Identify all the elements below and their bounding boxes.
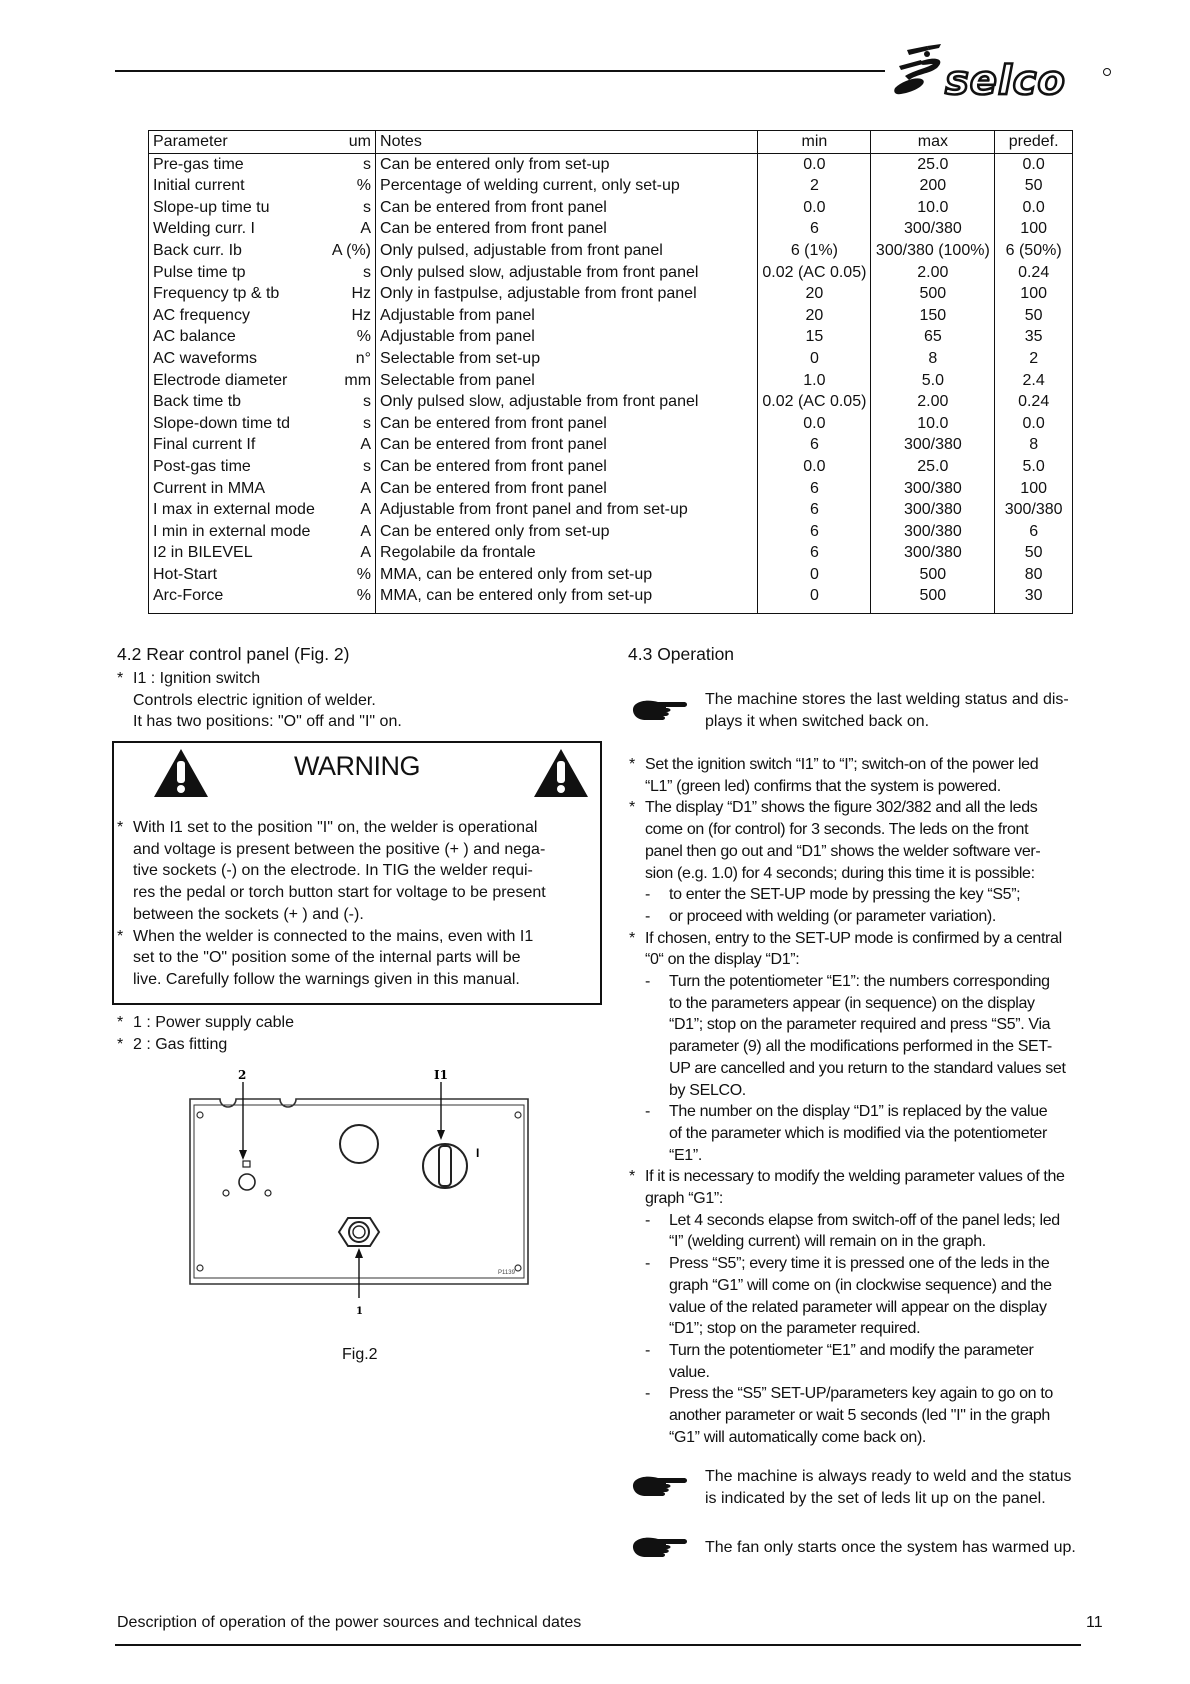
- step-item: * If it is necessary to modify the welding parameter values of the: [629, 1166, 1066, 1188]
- col-notes-cell: Adjustable from panel: [376, 305, 758, 327]
- col-max-cell: 10.0: [871, 197, 995, 219]
- col-um-cell: %: [328, 175, 376, 197]
- table-row: [149, 326, 1073, 348]
- col-min-cell: 0: [758, 585, 871, 613]
- step-line: “L1” (green led) confirms that the system is powered.: [645, 777, 1001, 795]
- col-notes-cell: Only pulsed slow, adjustable from front panel: [376, 262, 758, 284]
- col-max-cell: 65: [871, 326, 995, 348]
- col-predef-cell: 100: [1020, 285, 1047, 303]
- col-max-cell: 300/380: [871, 434, 995, 456]
- col-um-cell: n°: [328, 348, 376, 370]
- col-um-cell: %: [328, 564, 376, 586]
- sub-step-line: “I” (welding current) will remain on in the graph.: [669, 1233, 986, 1251]
- step-item: * The display “D1” shows the figure 302/382 and all the leds: [629, 797, 1066, 819]
- rear-panel-figure: [180, 1068, 540, 1318]
- col-parameter-cell: Final current If: [153, 436, 256, 454]
- sub-step-line: value of the related parameter will appear on the display: [669, 1298, 1047, 1316]
- col-predef-cell: 6: [1029, 522, 1039, 540]
- col-notes-cell: MMA, can be entered only from set-up: [376, 585, 758, 613]
- col-min-header: min: [758, 131, 871, 154]
- col-max-cell: 300/380: [871, 521, 995, 543]
- col-predef-cell: 100: [1020, 220, 1047, 238]
- sub-step-line: UP are cancelled and you return to the standard values set: [669, 1059, 1066, 1077]
- svg-text:I: I: [476, 1146, 480, 1160]
- col-max-cell: 2.00: [871, 262, 995, 284]
- col-max-cell: 500: [871, 283, 995, 305]
- table-row: [149, 499, 1073, 521]
- col-um-cell: A: [328, 478, 376, 500]
- col-notes-cell: Can be entered from front panel: [376, 218, 758, 240]
- col-um-header: um: [328, 131, 376, 154]
- sub-step: - or proceed with welding (or parameter variation).: [629, 906, 1066, 928]
- col-predef-cell: 0.24: [1018, 263, 1050, 281]
- table-row: [149, 413, 1073, 435]
- col-notes-cell: Regolabile da frontale: [376, 542, 758, 564]
- table-body: [149, 153, 1073, 613]
- col-max-cell: 25.0: [871, 456, 995, 478]
- table-row: [149, 434, 1073, 456]
- sub-step-line: of the parameter which is modified via the potentiometer: [669, 1124, 1047, 1142]
- col-min-cell: 0: [758, 348, 871, 370]
- table-row: [149, 542, 1073, 564]
- col-parameter-cell: Pre-gas time: [153, 155, 244, 173]
- sub-step-line: “E1”.: [669, 1146, 702, 1164]
- col-max-cell: 500: [871, 564, 995, 586]
- col-um-cell: A: [328, 499, 376, 521]
- col-max-cell: 5.0: [871, 370, 995, 392]
- sub-step-line: graph “G1” will come on (in clockwise sequence) and the: [669, 1276, 1052, 1294]
- col-parameter-cell: I min in external mode: [153, 522, 311, 540]
- col-parameter-cell: Arc-Force: [153, 587, 224, 605]
- col-um-cell: A: [328, 542, 376, 564]
- sub-step-line: parameter (9) all the modifications performed in the SET-: [669, 1038, 1052, 1056]
- col-max-cell: 500: [871, 585, 995, 613]
- sub-step-line: another parameter or wait 5 seconds (led "I" in the graph: [669, 1407, 1050, 1425]
- col-min-cell: 6: [758, 218, 871, 240]
- col-predef-cell: 80: [1024, 565, 1043, 583]
- warning-title: WARNING: [294, 751, 420, 781]
- col-um-cell: %: [328, 326, 376, 348]
- rear-panel-items: [117, 1012, 294, 1055]
- col-min-cell: 2: [758, 175, 871, 197]
- table-header-row: [149, 131, 1073, 154]
- col-max-cell: 300/380: [871, 478, 995, 500]
- col-min-cell: 0.02 (AC 0.05): [758, 262, 871, 284]
- sub-step-line: to the parameters appear (in sequence) on the display: [669, 994, 1035, 1012]
- col-min-cell: 20: [758, 283, 871, 305]
- col-predef-cell: 2.4: [1022, 371, 1045, 389]
- sub-step: - The number on the display “D1” is replaced by the value: [629, 1101, 1066, 1123]
- table-row: [149, 564, 1073, 586]
- table-row: [149, 283, 1073, 305]
- col-parameter-cell: AC balance: [153, 328, 236, 346]
- col-notes-cell: Can be entered from front panel: [376, 197, 758, 219]
- col-min-cell: 0.0: [758, 413, 871, 435]
- col-parameter-cell: Back time tb: [153, 393, 242, 411]
- warning-line: live. Carefully follow the warnings given in this manual.: [133, 970, 520, 988]
- list-item: * 2 : Gas fitting: [117, 1034, 294, 1056]
- col-predef-cell: 0.0: [1022, 198, 1045, 216]
- col-parameter-header: Parameter: [149, 131, 328, 154]
- col-predef-cell: 8: [1029, 436, 1039, 454]
- col-predef-cell: 50: [1024, 544, 1043, 562]
- note-memory: [705, 689, 1069, 732]
- svg-text:P1139: P1139: [498, 1270, 515, 1276]
- col-parameter-cell: Hot-Start: [153, 565, 218, 583]
- intro-line: It has two positions: "O" off and "I" on.: [133, 713, 402, 731]
- warning-line: set to the "O" position some of the internal parts will be: [133, 949, 521, 967]
- col-predef-cell: 5.0: [1022, 457, 1045, 475]
- col-min-cell: 15: [758, 326, 871, 348]
- section-heading-operation: 4.3 Operation: [628, 644, 735, 664]
- table-row: [149, 348, 1073, 370]
- col-um-cell: s: [328, 262, 376, 284]
- sub-step: - Press the “S5” SET-UP/parameters key again to go on to: [629, 1383, 1066, 1405]
- page-number: 11: [1086, 1614, 1103, 1631]
- warning-line: between the sockets (+ ) and (-).: [133, 905, 364, 923]
- pointing-hand-icon: [632, 698, 690, 722]
- col-predef-header: predef.: [995, 131, 1073, 154]
- col-um-cell: Hz: [328, 305, 376, 327]
- col-parameter-cell: Slope-down time td: [153, 414, 290, 432]
- col-parameter-cell: Frequency tp & tb: [153, 285, 280, 303]
- warning-triangle-icon: [152, 747, 210, 799]
- col-notes-cell: Can be entered from front panel: [376, 456, 758, 478]
- col-max-cell: 300/380 (100%): [871, 240, 995, 262]
- col-min-cell: 0.0: [758, 153, 871, 175]
- svg-text:selco: selco: [945, 58, 1066, 104]
- col-predef-cell: 0.24: [1018, 393, 1050, 411]
- svg-text:1: 1: [356, 1306, 363, 1317]
- col-um-cell: A: [328, 434, 376, 456]
- step-line: panel then go out and “D1” shows the welder software ver-: [645, 842, 1041, 860]
- sub-step: - Turn the potentiometer “E1” and modify the parameter: [629, 1340, 1066, 1362]
- note-line: plays it when switched back on.: [705, 712, 930, 730]
- table-row: [149, 370, 1073, 392]
- col-max-cell: 2.00: [871, 391, 995, 413]
- col-predef-cell: 50: [1024, 306, 1043, 324]
- col-parameter-cell: AC waveforms: [153, 349, 258, 367]
- sub-step: - Press “S5”; every time it is pressed one of the leds in the: [629, 1253, 1066, 1275]
- table-row: [149, 305, 1073, 327]
- col-um-cell: A: [328, 521, 376, 543]
- step-line: graph “G1”:: [645, 1190, 723, 1208]
- col-notes-cell: Can be entered only from set-up: [376, 153, 758, 175]
- svg-text:I1: I1: [434, 1068, 448, 1082]
- sub-step: - Let 4 seconds elapse from switch-off of the panel leds; led: [629, 1210, 1066, 1232]
- col-um-cell: s: [328, 197, 376, 219]
- col-min-cell: 0: [758, 564, 871, 586]
- table-row: [149, 391, 1073, 413]
- sub-step-line: value.: [669, 1363, 710, 1381]
- footer-text: Description of operation of the power sources and technical dates: [117, 1614, 582, 1631]
- col-predef-cell: 30: [1024, 587, 1043, 605]
- col-parameter-cell: Welding curr. I: [153, 220, 255, 238]
- sub-step: - Turn the potentiometer “E1”: the numbers corresponding: [629, 971, 1066, 993]
- col-min-cell: 6: [758, 542, 871, 564]
- col-min-cell: 0.0: [758, 197, 871, 219]
- col-parameter-cell: Initial current: [153, 177, 245, 195]
- table-row: [149, 240, 1073, 262]
- pointing-hand-icon: [632, 1474, 690, 1498]
- col-max-cell: 300/380: [871, 499, 995, 521]
- col-parameter-cell: Pulse time tp: [153, 263, 246, 281]
- col-notes-cell: Can be entered from front panel: [376, 434, 758, 456]
- note-line: is indicated by the set of leds lit up on the panel.: [705, 1489, 1046, 1507]
- note-line: The machine is always ready to weld and the status: [705, 1468, 1072, 1485]
- col-min-cell: 6 (1%): [758, 240, 871, 262]
- intro-line: Controls electric ignition of welder.: [133, 691, 376, 709]
- col-min-cell: 1.0: [758, 370, 871, 392]
- col-predef-cell: 0.0: [1022, 155, 1045, 173]
- pointing-hand-icon: [632, 1535, 690, 1559]
- note-fan: The fan only starts once the system has warmed up.: [705, 1539, 1076, 1556]
- sub-step-line: “D1”; stop on the parameter required.: [669, 1320, 921, 1338]
- col-um-cell: s: [328, 456, 376, 478]
- warning-bullet: * With I1 set to the position "I" on, the welder is operational: [117, 817, 603, 839]
- col-notes-cell: Selectable from panel: [376, 370, 758, 392]
- table-row: [149, 456, 1073, 478]
- col-max-cell: 300/380: [871, 218, 995, 240]
- selco-logo: [893, 44, 1113, 104]
- col-notes-cell: Adjustable from front panel and from set-up: [376, 499, 758, 521]
- warning-text: [117, 817, 603, 991]
- warning-line: tive sockets (-) on the electrode. In TIG the welder requi-: [133, 862, 533, 880]
- warning-line: res the pedal or torch button start for voltage to be present: [133, 884, 546, 902]
- step-line: come on (for control) for 3 seconds. The leds on the front: [645, 821, 1029, 839]
- header-rule: [115, 70, 885, 72]
- col-notes-cell: MMA, can be entered only from set-up: [376, 564, 758, 586]
- list-item: * 1 : Power supply cable: [117, 1012, 294, 1034]
- note-ready: [705, 1466, 1071, 1509]
- col-min-cell: 6: [758, 434, 871, 456]
- sub-step-line: by SELCO.: [669, 1081, 746, 1099]
- col-parameter-cell: I2 in BILEVEL: [153, 544, 253, 562]
- col-notes-cell: Only pulsed, adjustable from front panel: [376, 240, 758, 262]
- table-row: [149, 197, 1073, 219]
- col-notes-cell: Only in fastpulse, adjustable from front panel: [376, 283, 758, 305]
- col-um-cell: A: [328, 218, 376, 240]
- col-um-cell: s: [328, 153, 376, 175]
- col-notes-cell: Selectable from set-up: [376, 348, 758, 370]
- step-item: * If chosen, entry to the SET-UP mode is confirmed by a central: [629, 928, 1066, 950]
- figure-caption: Fig.2: [342, 1346, 378, 1363]
- note-line: The machine stores the last welding status and dis-: [705, 691, 1069, 708]
- col-notes-cell: Adjustable from panel: [376, 326, 758, 348]
- col-parameter-cell: AC frequency: [153, 306, 250, 324]
- table-row: [149, 218, 1073, 240]
- table-row: [149, 478, 1073, 500]
- col-min-cell: 6: [758, 478, 871, 500]
- col-min-cell: 6: [758, 499, 871, 521]
- col-max-cell: 10.0: [871, 413, 995, 435]
- col-predef-cell: 300/380: [1004, 501, 1063, 519]
- table-row: [149, 153, 1073, 175]
- parameter-table: [148, 130, 1073, 614]
- operation-steps: [629, 754, 1066, 1449]
- col-predef-cell: 100: [1020, 479, 1047, 497]
- col-predef-cell: 2: [1029, 349, 1039, 367]
- col-min-cell: 20: [758, 305, 871, 327]
- col-um-cell: A (%): [328, 240, 376, 262]
- col-max-cell: 200: [871, 175, 995, 197]
- svg-text:2: 2: [238, 1068, 247, 1082]
- warning-triangle-icon: [532, 747, 590, 799]
- col-um-cell: s: [328, 413, 376, 435]
- sub-step-line: “D1”; stop on the parameter required and press “S5”. Via: [669, 1016, 1051, 1034]
- footer-rule: [115, 1644, 1081, 1646]
- col-notes-cell: Percentage of welding current, only set-up: [376, 175, 758, 197]
- col-min-cell: 6: [758, 521, 871, 543]
- warning-bullet: * When the welder is connected to the mains, even with I1: [117, 926, 603, 948]
- col-um-cell: Hz: [328, 283, 376, 305]
- col-max-cell: 25.0: [871, 153, 995, 175]
- col-um-cell: s: [328, 391, 376, 413]
- col-predef-cell: 50: [1024, 177, 1043, 195]
- col-parameter-cell: Current in MMA: [153, 479, 266, 497]
- table-row: [149, 585, 1073, 613]
- col-predef-cell: 0.0: [1022, 414, 1045, 432]
- col-notes-header: Notes: [376, 131, 758, 154]
- step-line: “0“ on the display “D1”:: [645, 951, 800, 969]
- col-notes-cell: Can be entered from front panel: [376, 413, 758, 435]
- col-max-cell: 8: [871, 348, 995, 370]
- col-parameter-cell: Back curr. Ib: [153, 241, 242, 259]
- col-parameter-cell: Electrode diameter: [153, 371, 288, 389]
- sub-step: - to enter the SET-UP mode by pressing the key “S5”;: [629, 884, 1066, 906]
- table-row: [149, 521, 1073, 543]
- col-parameter-cell: Post-gas time: [153, 457, 251, 475]
- col-parameter-cell: Slope-up time tu: [153, 198, 270, 216]
- step-item: * Set the ignition switch “I1” to “I”; switch-on of the power led: [629, 754, 1066, 776]
- col-min-cell: 0.0: [758, 456, 871, 478]
- col-max-header: max: [871, 131, 995, 154]
- col-min-cell: 0.02 (AC 0.05): [758, 391, 871, 413]
- intro-item: * I1 : Ignition switch: [117, 668, 402, 690]
- col-max-cell: 150: [871, 305, 995, 327]
- col-max-cell: 300/380: [871, 542, 995, 564]
- col-um-cell: %: [328, 585, 376, 613]
- sub-step-line: “G1” will automatically come back on).: [669, 1428, 927, 1446]
- warning-line: and voltage is present between the positive (+ ) and nega-: [133, 840, 546, 858]
- col-predef-cell: 6 (50%): [1005, 241, 1062, 259]
- col-parameter-cell: I max in external mode: [153, 501, 315, 519]
- col-um-cell: mm: [328, 370, 376, 392]
- step-line: sion (e.g. 1.0) for 4 seconds; during this time it is possible:: [645, 864, 1035, 882]
- col-predef-cell: 35: [1024, 328, 1043, 346]
- col-notes-cell: Only pulsed slow, adjustable from front panel: [376, 391, 758, 413]
- table-row: [149, 175, 1073, 197]
- section-heading-rear-panel: 4.2 Rear control panel (Fig. 2): [117, 644, 350, 664]
- table-row: [149, 262, 1073, 284]
- ignition-switch-intro: [117, 668, 402, 733]
- col-notes-cell: Can be entered only from set-up: [376, 521, 758, 543]
- col-notes-cell: Can be entered from front panel: [376, 478, 758, 500]
